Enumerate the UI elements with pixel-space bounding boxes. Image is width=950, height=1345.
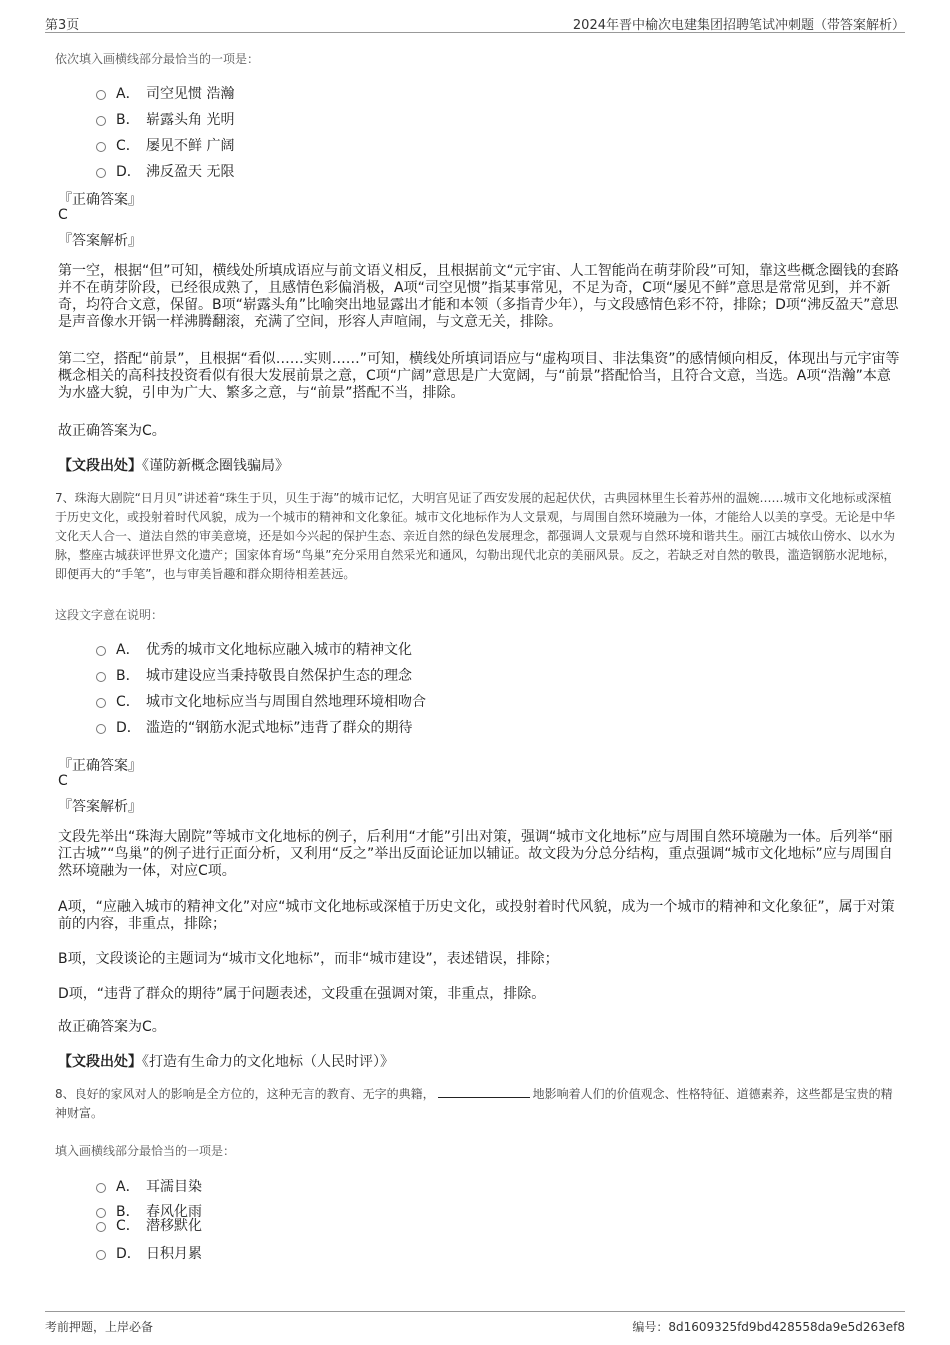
option-text: 日积月累: [146, 1246, 202, 1262]
radio-icon[interactable]: [96, 90, 106, 100]
option-text: 崭露头角 光明: [146, 112, 235, 128]
q7-analysis-para-2: A项，“应融入城市的精神文化”对应“城市文化地标或深植于历史文化，或投射着时代风貌，成为一个城市的精神和文化象征”，属于对策前的内容，非重点，排除；: [58, 899, 895, 932]
document-code: [632, 1318, 905, 1335]
radio-icon[interactable]: [96, 724, 106, 734]
q7-answer: C: [58, 773, 68, 789]
q6-analysis-para-1: 第一空，根据“但”可知，横线处所填成语应与前文语义相反，且根据前文“元宇宙、人工智能尚在萌芽阶段”可知，靠这些概念圈钱的套路并不在萌芽阶段，已经很成熟了，且感情色彩偏消极，A项“司空见惯”指某事常见，不足为奇，C项“屡见不鲜”意思是常常见到，并不新奇，均符合文意，保留。B项“崭露头角”比喻突出地显露出才能和本领（多指青少年），与文段感情色彩不符，排除；D项“沸反盈天”意思是声音像水开锅一样沸腾翻滚，充满了空间，形容人声喧闹，与文意无关，排除。: [58, 263, 900, 330]
option-text: 春风化雨: [146, 1204, 202, 1220]
code-value: 8d1609325fd9bd428558da9e5d263ef8: [668, 1320, 905, 1334]
option-key: A．: [116, 642, 140, 658]
q6-answer: C: [58, 207, 68, 223]
option-text: 耳濡目染: [146, 1179, 202, 1195]
option-text: 优秀的城市文化地标应融入城市的精神文化: [146, 642, 412, 658]
radio-icon[interactable]: [96, 698, 106, 708]
q6-option-a[interactable]: [96, 83, 234, 103]
radio-icon[interactable]: [96, 646, 106, 656]
radio-icon[interactable]: [96, 1250, 106, 1260]
q8-option-a[interactable]: [96, 1176, 202, 1196]
q8-option-c[interactable]: [96, 1215, 202, 1235]
option-text: 城市文化地标应当与周围自然地理环境相吻合: [146, 694, 426, 710]
q6-option-b[interactable]: [96, 109, 234, 129]
option-key: C．: [116, 1218, 140, 1234]
q7-source: [58, 1051, 394, 1071]
footer-slogan: 考前押题，上岸必备: [45, 1320, 154, 1334]
q7-analysis-para-4: D项，“违背了群众的期待”属于问题表述，文段重在强调对策，非重点，排除。: [58, 986, 546, 1002]
option-text: 潜移默化: [146, 1218, 202, 1234]
q7-option-b[interactable]: [96, 665, 412, 685]
radio-icon[interactable]: [96, 116, 106, 126]
option-key: A．: [116, 1179, 140, 1195]
option-key: D．: [116, 1246, 141, 1262]
option-text: 城市建设应当秉持敬畏自然保护生态的理念: [146, 668, 412, 684]
page-footer: [45, 1311, 905, 1336]
option-key: A．: [116, 86, 140, 102]
option-key: C．: [116, 694, 140, 710]
q8-stem: [55, 1085, 900, 1123]
q6-analysis-label: 『答案解析』: [58, 233, 142, 249]
source-title: 《谨防新概念圈钱骗局》: [142, 458, 289, 474]
option-key: C．: [116, 138, 140, 154]
q7-option-a[interactable]: [96, 639, 412, 659]
q6-option-c[interactable]: [96, 135, 234, 155]
option-key: B．: [116, 1204, 140, 1220]
q7-prompt: 这段文字意在说明：: [55, 608, 164, 622]
option-text: 屡见不鲜 广阔: [146, 138, 235, 154]
q7-analysis-label: 『答案解析』: [58, 799, 142, 815]
radio-icon[interactable]: [96, 168, 106, 178]
q8-text-before: 8、良好的家风对人的影响是全方位的，这种无言的教育、无字的典籍，: [55, 1087, 435, 1101]
radio-icon[interactable]: [96, 1222, 106, 1232]
q7-answer-label: 『正确答案』: [58, 758, 142, 774]
q6-analysis-para-3: 故正确答案为C。: [58, 423, 166, 439]
q7-analysis-para-3: B项，文段谈论的主题词为“城市文化地标”，而非“城市建设”，表述错误，排除；: [58, 951, 559, 967]
option-key: D．: [116, 720, 141, 736]
radio-icon[interactable]: [96, 1183, 106, 1193]
q6-option-d[interactable]: [96, 161, 234, 181]
fill-blank: [438, 1087, 530, 1098]
option-text: 司空见惯 浩瀚: [146, 86, 235, 102]
page-header: [45, 10, 905, 33]
source-label: 【文段出处】: [58, 1054, 142, 1070]
q6-analysis-para-2: 第二空，搭配“前景”，且根据“看似……实则……”可知，横线处所填词语应与“虚构项目、非法集资”的感情倾向相反，体现出与元宇宙等概念相关的高科技投资看似有很大发展前景之意，C项“广阔”意思是广大宽阔，与“前景”搭配恰当，且符合文意，当选。A项“浩瀚”本意为水盛大貌，引申为广大、繁多之意，与“前景”搭配不当，排除。: [58, 351, 900, 401]
option-key: B．: [116, 668, 140, 684]
q6-prompt: 依次填入画横线部分最恰当的一项是：: [55, 52, 260, 66]
option-key: D．: [116, 164, 141, 180]
radio-icon[interactable]: [96, 142, 106, 152]
radio-icon[interactable]: [96, 672, 106, 682]
q7-analysis-para-5: 故正确答案为C。: [58, 1019, 166, 1035]
q7-option-c[interactable]: [96, 691, 426, 711]
q6-source: [58, 455, 289, 475]
option-key: B．: [116, 112, 140, 128]
q7-option-d[interactable]: [96, 717, 413, 737]
document-title: 2024年晋中榆次电建集团招聘笔试冲刺题（带答案解析）: [572, 18, 905, 33]
source-title: 《打造有生命力的文化地标（人民时评）》: [142, 1054, 394, 1070]
option-text: 沸反盈天 无限: [146, 164, 235, 180]
q7-analysis-para-1: 文段先举出“珠海大剧院”等城市文化地标的例子，后利用“才能”引出对策，强调“城市文化地标”应与周围自然环境融为一体。后列举“丽江古城”“鸟巢”的例子进行正面分析，又利用“反之”举出反面论证加以辅证。故文段为分总分结构，重点强调“城市文化地标”应与周围自然环境融为一体，对应C项。: [58, 829, 893, 879]
q8-option-d[interactable]: [96, 1243, 202, 1263]
q6-answer-label: 『正确答案』: [58, 192, 142, 208]
q8-prompt: 填入画横线部分最恰当的一项是：: [55, 1144, 236, 1158]
source-label: 【文段出处】: [58, 458, 142, 474]
option-text: 滥造的“钢筋水泥式地标”违背了群众的期待: [146, 720, 413, 736]
q7-stem: 7、珠海大剧院“日月贝”讲述着“珠生于贝，贝生于海”的城市记忆，大明宫见证了西安发展的起起伏伏，古典园林里生长着苏州的温婉……城市文化地标或深植于历史文化，或投射着时代风貌，成为一个城市的精神和文化象征。城市文化地标作为人文景观，与周围自然环境融为一体，才能给人以美的享受。无论是中华文化天人合一、道法自然的审美意境，还是如今兴起的保护生态、亲近自然的绿色发展理念，都强调人文景观与自然环境和谐共生。丽江古城依山傍水、以水为脉，整座古城获评世界文化遗产；国家体育场“鸟巢”充分采用自然采光和通风，勾勒出现代北京的美丽风景。反之，若缺乏对自然的敬畏，滥造钢筋水泥地标，即便再大的“手笔”，也与审美旨趣和群众期待相差甚远。: [55, 491, 896, 581]
page-number: 第3页: [45, 18, 80, 33]
q8-text-after: 地影响着人们的价值观念、性格特征、道德素养，这些都是宝贵的精神财富。: [55, 1087, 893, 1120]
code-label: 编号：: [632, 1320, 669, 1334]
